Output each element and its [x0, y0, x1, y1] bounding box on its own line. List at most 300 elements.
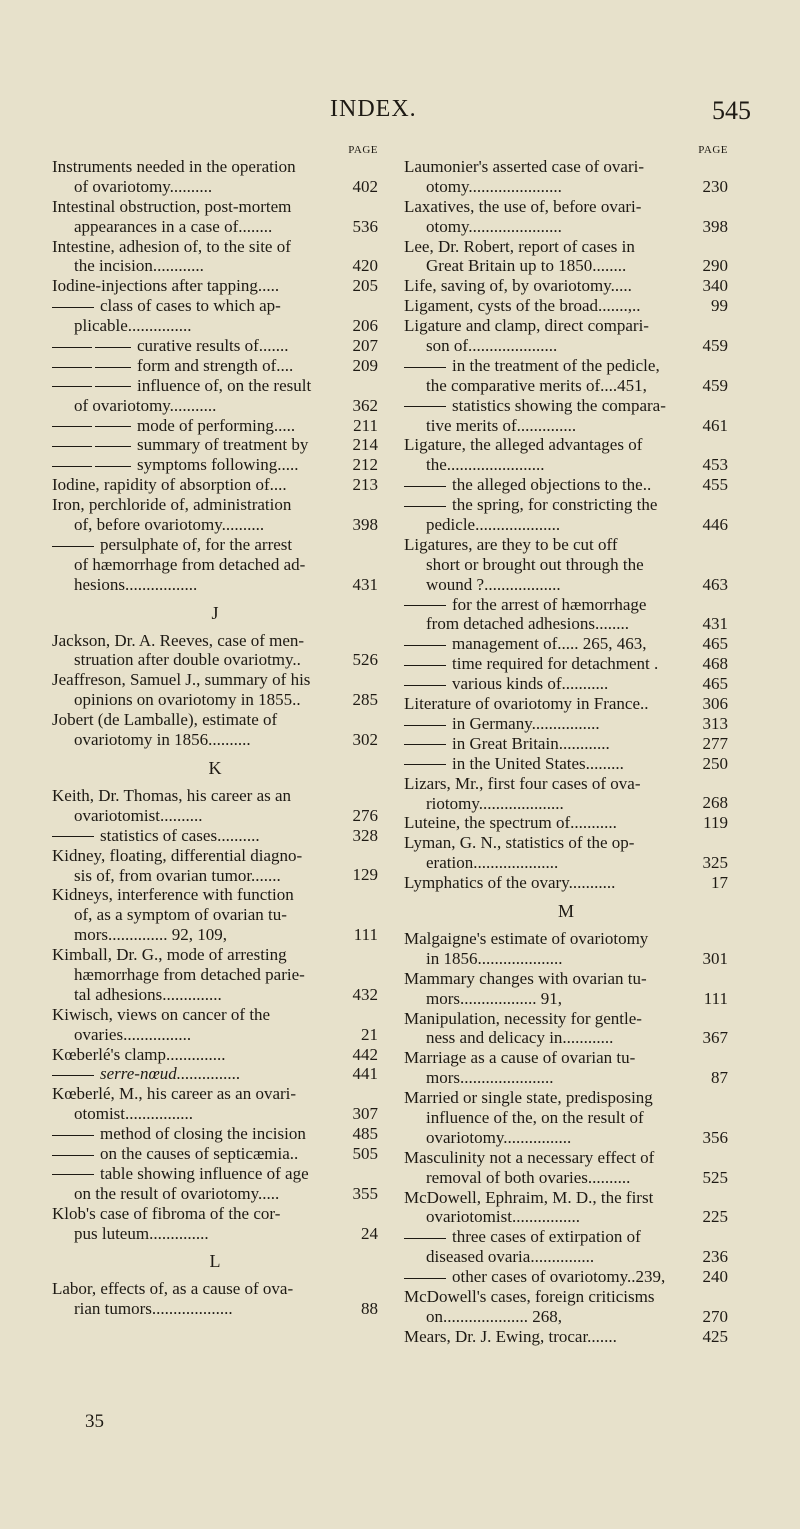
index-subentry [52, 1144, 378, 1164]
page-reference: 99 [711, 296, 728, 316]
entry-line [404, 515, 728, 535]
entry-text: class of cases to which ap- [100, 296, 281, 316]
index-entry [52, 1204, 378, 1244]
entry-line [52, 1224, 378, 1244]
entry-text: in the United States......... [452, 753, 624, 773]
index-entry [52, 1045, 378, 1065]
page-reference: 301 [702, 948, 728, 968]
page-reference: 526 [352, 650, 378, 670]
entry-text: influence of, on the result [137, 375, 312, 395]
entry-line [404, 336, 728, 356]
section-letter: M [557, 900, 574, 921]
entry-text: removal of both ovaries.......... [426, 1167, 631, 1187]
index-subentry [404, 714, 728, 734]
index-entry [52, 237, 378, 277]
entry-line [52, 495, 378, 515]
index-entry [404, 1048, 728, 1088]
ditto-dash [404, 1278, 446, 1279]
page-reference: 225 [702, 1207, 728, 1227]
index-subentry [404, 734, 728, 754]
index-entry [52, 846, 378, 886]
entry-line [404, 634, 728, 654]
entry-line [52, 555, 378, 575]
entry-text: of, before ovariotomy.......... [74, 515, 265, 535]
entry-text: eration.................... [426, 853, 559, 873]
page-reference: 441 [352, 1064, 378, 1084]
entry-line [52, 435, 378, 455]
index-entry [404, 694, 728, 714]
header-page-number: 545 [712, 96, 751, 125]
entry-text: symptoms following..... [137, 455, 299, 475]
ditto-dash [404, 685, 446, 686]
entry-line [404, 794, 728, 814]
entry-text: mors.............. 92, 109, [74, 925, 227, 945]
entry-text: Kidney, floating, differential diagno- [52, 845, 303, 865]
left-index-column [52, 144, 378, 1319]
index-subentry [404, 674, 728, 694]
entry-line [404, 356, 728, 376]
entry-line [404, 435, 728, 455]
entry-line [404, 1327, 728, 1347]
entry-text: ness and delicacy in............ [426, 1028, 614, 1048]
page-reference: 129 [352, 865, 378, 885]
page-reference: 468 [702, 654, 728, 674]
index-subentry [52, 336, 378, 356]
entry-line [404, 833, 728, 853]
page-reference: 442 [352, 1044, 378, 1064]
page-reference: 111 [353, 925, 378, 945]
entry-text: Ligament, cysts of the broad.......,.. [404, 296, 641, 316]
page-reference: 213 [352, 475, 378, 495]
index-entry [404, 535, 728, 595]
entry-line [404, 674, 728, 694]
entry-line [52, 296, 378, 316]
entry-text: struation after double ovariotmy.. [74, 650, 301, 670]
page-reference: 206 [352, 316, 378, 336]
index-entry [404, 237, 728, 277]
page-reference: 285 [352, 690, 378, 710]
entry-text: Iodine, rapidity of absorption of.... [52, 475, 287, 495]
entry-text: Manipulation, necessity for gentle- [404, 1008, 642, 1028]
entry-text: plicable............... [74, 316, 192, 336]
entry-line [404, 595, 728, 615]
entry-line [52, 905, 378, 925]
right-index-column [404, 144, 728, 1347]
entry-text: mors.................. 91, [426, 988, 562, 1008]
page-reference: 290 [702, 256, 728, 276]
entry-line [52, 945, 378, 965]
ditto-dash [404, 486, 446, 487]
page-reference: 446 [702, 515, 728, 535]
index-subentry [52, 826, 378, 846]
entry-text: Intestine, adhesion of, to the site of [52, 236, 291, 256]
ditto-dash [95, 347, 131, 348]
ditto-dash [52, 347, 92, 348]
page-reference: 207 [352, 336, 378, 355]
ditto-dash [52, 546, 94, 547]
entry-line [404, 714, 728, 734]
ditto-dash [52, 446, 92, 447]
entry-text: statistics of cases.......... [100, 825, 260, 845]
entry-line [52, 925, 378, 945]
entry-line [52, 1045, 378, 1065]
entry-line [52, 650, 378, 670]
entry-text: Laumonier's asserted case of ovari- [404, 157, 645, 176]
entry-line [404, 1009, 728, 1029]
entry-text: the alleged objections to the.. [452, 475, 652, 495]
ditto-dash [95, 426, 131, 427]
entry-text: influence of the, on the result of [426, 1107, 644, 1127]
entry-text: Kidneys, interference with function [52, 885, 294, 905]
index-subentry [404, 356, 728, 396]
entry-text: Lizars, Mr., first four cases of ova- [404, 773, 641, 793]
entry-line [404, 237, 728, 257]
index-entry [52, 157, 378, 197]
entry-text: Kœberlé's clamp.............. [52, 1044, 226, 1064]
entry-line [404, 157, 728, 177]
entry-line [52, 1064, 378, 1084]
entry-text: otomy...................... [426, 216, 562, 236]
index-entry [404, 813, 728, 833]
entry-line [404, 1307, 728, 1327]
page-reference: 24 [361, 1223, 378, 1243]
index-entry [404, 1287, 728, 1327]
page-reference: 111 [703, 988, 728, 1008]
page-reference: 367 [702, 1028, 728, 1048]
entry-line [52, 1124, 378, 1144]
entry-text: tal adhesions.............. [74, 984, 222, 1004]
entry-line [52, 475, 378, 495]
page-reference: 21 [361, 1024, 378, 1044]
page-reference: 432 [352, 984, 378, 1004]
ditto-dash [404, 367, 446, 368]
entry-line [404, 1207, 728, 1227]
entry-line [404, 475, 728, 495]
entry-text: form and strength of.... [137, 355, 294, 375]
index-entry [404, 929, 728, 969]
page-reference: 230 [702, 176, 728, 196]
entry-line [52, 276, 378, 296]
entry-line [404, 1267, 728, 1287]
entry-line [404, 1128, 728, 1148]
entry-line [52, 710, 378, 730]
signature-mark: 35 [85, 1411, 104, 1432]
index-entry [404, 1188, 728, 1228]
entry-text: Klob's case of fibroma of the cor- [52, 1203, 281, 1223]
entry-text: diseased ovaria............... [426, 1247, 595, 1267]
index-entry [404, 969, 728, 1009]
entry-text: management of..... 265, 463, [452, 634, 647, 654]
entry-text: Kimball, Dr. G., mode of arresting [52, 945, 287, 965]
index-entry [404, 197, 728, 237]
page-reference: 270 [702, 1306, 728, 1326]
entry-text: persulphate of, for the arrest [100, 534, 293, 554]
column-page-label: PAGE [698, 144, 728, 156]
page-reference: 214 [352, 435, 378, 455]
page-reference: 306 [702, 694, 728, 714]
entry-line [52, 1144, 378, 1164]
index-entry [52, 276, 378, 296]
page-reference: 463 [702, 574, 728, 594]
page-reference: 88 [361, 1299, 378, 1319]
index-subentry [52, 455, 378, 475]
entry-text: in Great Britain............ [452, 733, 610, 753]
page-reference: 17 [711, 873, 728, 893]
entry-line [52, 670, 378, 690]
entry-text: rian tumors................... [74, 1299, 233, 1319]
entry-line [52, 965, 378, 985]
entry-line [52, 376, 378, 396]
ditto-dash [52, 367, 92, 368]
index-entry [404, 1088, 728, 1148]
entry-text: various kinds of........... [452, 674, 609, 694]
entry-text: Lee, Dr. Robert, report of cases in [404, 236, 635, 256]
entry-text: Ligature, the alleged advantages of [404, 435, 643, 455]
index-subentry [404, 654, 728, 674]
entry-line [404, 256, 728, 276]
entry-line [404, 1168, 728, 1188]
column-page-label: PAGE [348, 144, 378, 156]
entry-line [404, 575, 728, 595]
index-entry [52, 475, 378, 495]
entry-text: wound ?.................. [426, 574, 561, 594]
entry-line [404, 654, 728, 674]
entry-text: Ligature and clamp, direct compari- [404, 316, 649, 336]
entry-line [404, 555, 728, 575]
entry-text: curative results of....... [137, 336, 289, 356]
ditto-dash [95, 446, 131, 447]
page-reference: 325 [702, 853, 728, 873]
entry-text: ovariotomist.......... [74, 805, 203, 825]
entry-text: Luteine, the spectrum of........... [404, 813, 617, 833]
entry-line [52, 217, 378, 237]
index-subentry [52, 356, 378, 376]
entry-line [404, 1227, 728, 1247]
entry-text: of hæmorrhage from detached ad- [74, 554, 306, 574]
entry-line [404, 813, 728, 833]
entry-line [404, 754, 728, 774]
entry-text: Kœberlé, M., his career as an ovari- [52, 1084, 297, 1104]
index-entry [52, 945, 378, 1005]
entry-text: Jobert (de Lamballe), estimate of [52, 710, 278, 730]
page-reference: 455 [702, 475, 728, 495]
entry-text: Married or single state, predisposing [404, 1088, 653, 1108]
entry-line [52, 515, 378, 535]
page-reference: 236 [702, 1247, 728, 1267]
entry-line [52, 806, 378, 826]
entry-text: summary of treatment by [137, 435, 309, 455]
entry-text: Jackson, Dr. A. Reeves, case of men- [52, 630, 305, 650]
entry-line [404, 296, 728, 316]
entry-line [52, 256, 378, 276]
index-entry [404, 296, 728, 316]
page-reference: 420 [352, 256, 378, 276]
entry-line [52, 535, 378, 555]
ditto-dash [52, 426, 92, 427]
entry-line [404, 1088, 728, 1108]
entry-text: Great Britain up to 1850........ [426, 256, 627, 276]
index-subentry [404, 595, 728, 635]
entry-text: Literature of ovariotomy in France.. [404, 694, 649, 714]
entry-text: Jeaffreson, Samuel J., summary of his [52, 670, 311, 690]
entry-text: Laxatives, the use of, before ovari- [404, 196, 642, 216]
entry-text: Life, saving of, by ovariotomy..... [404, 276, 632, 296]
entry-text: in Germany................ [452, 713, 600, 733]
entry-text: Ligatures, are they to be cut off [404, 534, 618, 554]
entry-text: the incision............ [74, 256, 204, 276]
index-subentry [52, 1124, 378, 1144]
ditto-dash [95, 386, 131, 387]
ditto-dash [95, 466, 131, 467]
page-reference: 398 [702, 216, 728, 236]
page-reference: 302 [352, 730, 378, 750]
entry-text: method of closing the incision [100, 1124, 306, 1144]
index-entry [52, 710, 378, 750]
page-reference: 276 [352, 805, 378, 825]
ditto-dash [404, 605, 446, 606]
entry-text: Masculinity not a necessary effect of [404, 1147, 655, 1167]
page-reference: 431 [702, 614, 728, 634]
running-header [0, 96, 800, 130]
index-subentry [404, 1267, 728, 1287]
ditto-dash [95, 367, 131, 368]
entry-text: for the arrest of hæmorrhage [452, 594, 647, 614]
entry-line [404, 217, 728, 237]
entry-line [404, 949, 728, 969]
page-reference: 340 [702, 276, 728, 296]
index-subentry [52, 416, 378, 436]
section-letter: K [208, 757, 222, 778]
entry-text: the comparative merits of....451, [426, 375, 647, 395]
index-entry [404, 157, 728, 197]
entry-line [52, 416, 378, 436]
index-entry [404, 1009, 728, 1049]
index-entry [404, 316, 728, 356]
index-entry [404, 1148, 728, 1188]
entry-line [404, 1028, 728, 1048]
index-subentry [52, 296, 378, 336]
page-reference: 362 [352, 395, 378, 415]
page-reference: 402 [352, 176, 378, 196]
ditto-dash [404, 645, 446, 646]
entry-line [52, 786, 378, 806]
entry-text: Mammary changes with ovarian tu- [404, 968, 647, 988]
entry-text: table showing influence of age [100, 1163, 309, 1183]
page-reference: 119 [703, 813, 728, 833]
entry-line [404, 929, 728, 949]
entry-text: three cases of extirpation of [452, 1227, 641, 1247]
entry-line [404, 455, 728, 475]
page-reference: 459 [702, 375, 728, 395]
entry-line [52, 1164, 378, 1184]
entry-line [52, 177, 378, 197]
entry-text: Instruments needed in the operation [52, 157, 296, 176]
entry-line [404, 396, 728, 416]
page-reference: 313 [702, 713, 728, 733]
ditto-dash [404, 744, 446, 745]
ditto-dash [52, 1174, 94, 1175]
index-entry [52, 197, 378, 237]
entry-line [404, 535, 728, 555]
entry-text: from detached adhesions........ [426, 614, 629, 634]
index-entry [52, 495, 378, 535]
entry-line [404, 316, 728, 336]
entry-line [52, 575, 378, 595]
page-reference: 205 [352, 276, 378, 296]
index-entry [52, 1084, 378, 1124]
entry-text: hesions................. [74, 574, 198, 594]
entry-line [52, 157, 378, 177]
index-entry [52, 631, 378, 671]
ditto-dash [52, 307, 94, 308]
entry-text: in 1856.................... [426, 948, 563, 968]
entry-line [52, 1279, 378, 1299]
entry-line [404, 614, 728, 634]
index-entry [404, 833, 728, 873]
page-reference: 240 [702, 1267, 728, 1287]
entry-text: son of..................... [426, 336, 558, 356]
entry-line [52, 1299, 378, 1319]
entry-line [404, 197, 728, 217]
page-reference: 328 [352, 825, 378, 845]
entry-line [404, 1188, 728, 1208]
ditto-dash [52, 1135, 94, 1136]
page-reference: 465 [702, 674, 728, 694]
index-entry [52, 670, 378, 710]
entry-line [52, 1005, 378, 1025]
entry-text: ovariotomy in 1856.......... [74, 730, 251, 750]
index-entry [52, 1005, 378, 1045]
entry-line [404, 774, 728, 794]
index-entry [404, 1327, 728, 1347]
entry-text: Intestinal obstruction, post-mortem [52, 196, 292, 216]
page-reference: 268 [702, 793, 728, 813]
page-reference: 431 [352, 574, 378, 594]
index-entry [52, 885, 378, 945]
page-reference: 485 [352, 1124, 378, 1144]
entry-text: of ovariotomy........... [74, 395, 217, 415]
entry-line [52, 730, 378, 750]
entry-text: other cases of ovariotomy..239, [452, 1267, 666, 1287]
entry-line [404, 276, 728, 296]
entry-line [404, 376, 728, 396]
entry-text: ovariotomist................ [426, 1207, 580, 1227]
entry-line [52, 356, 378, 376]
page-reference: 536 [352, 216, 378, 236]
entry-line [404, 1247, 728, 1267]
entry-text: hæmorrhage from detached parie- [74, 964, 305, 984]
entry-text: the....................... [426, 455, 545, 475]
entry-line [52, 197, 378, 217]
index-subentry [52, 535, 378, 595]
entry-text: appearances in a case of........ [74, 216, 273, 236]
entry-line [404, 177, 728, 197]
entry-line [52, 690, 378, 710]
entry-text: Labor, effects of, as a cause of ova- [52, 1279, 294, 1299]
entry-text: the spring, for constricting the [452, 495, 658, 515]
entry-line [52, 1184, 378, 1204]
index-entry [404, 435, 728, 475]
index-subentry [52, 376, 378, 416]
page-reference: 87 [711, 1068, 728, 1088]
entry-text: McDowell, Ephraim, M. D., the first [404, 1187, 654, 1207]
index-entry [52, 786, 378, 826]
entry-line [52, 237, 378, 257]
entry-line [52, 1204, 378, 1224]
entry-line [404, 734, 728, 754]
index-entry [404, 276, 728, 296]
entry-line [404, 989, 728, 1009]
